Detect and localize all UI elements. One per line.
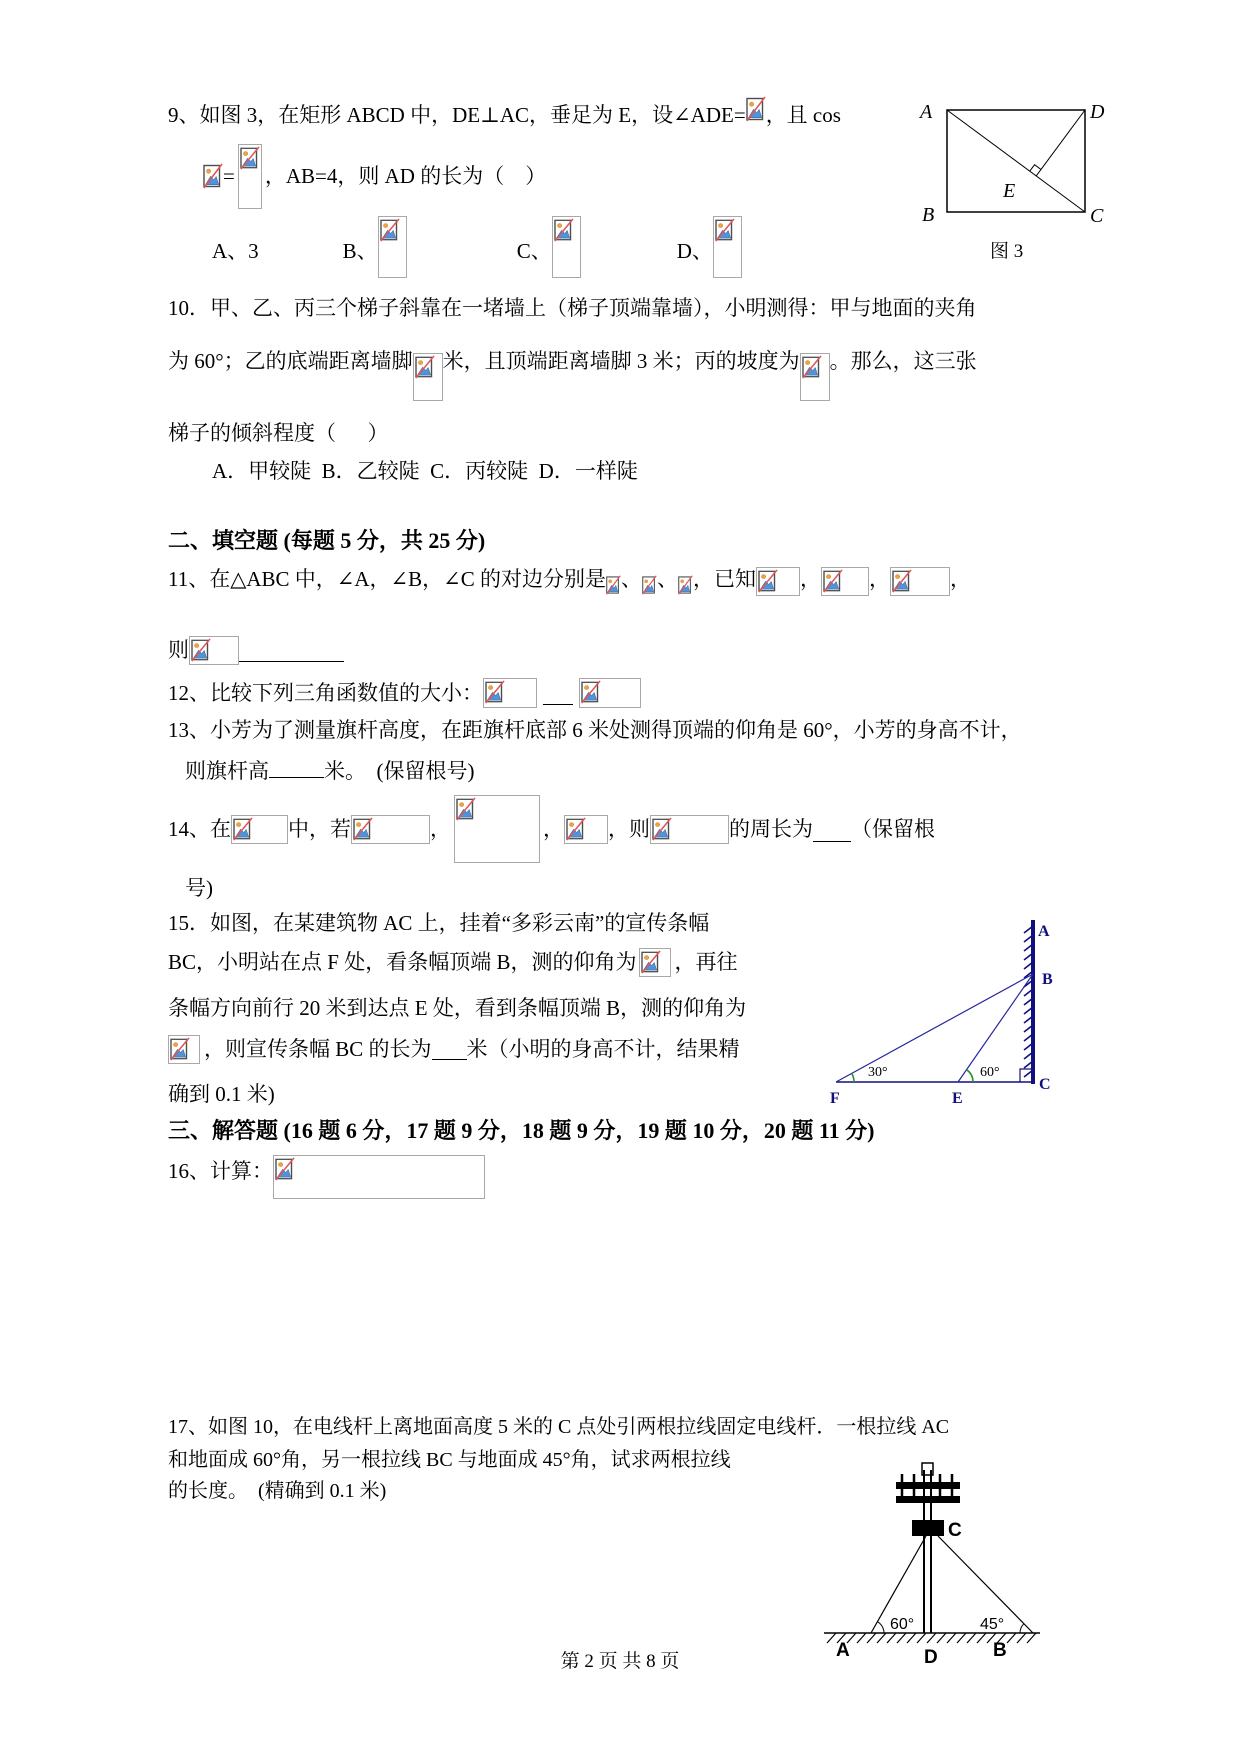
broken-image-icon (892, 569, 912, 593)
question-10-line-3: 梯子的倾斜程度（ ） (168, 421, 389, 445)
question-17-line-3: 的长度。 (精确到 0.1 米) (168, 1480, 387, 1502)
broken-image-icon (823, 569, 843, 593)
broken-image-icon (678, 575, 693, 595)
angle-arc-f (852, 1073, 854, 1082)
sightline-f-to-b (836, 974, 1033, 1082)
fig15-angle-f: 30° (868, 1065, 888, 1080)
fig15-label-c: C (1039, 1076, 1051, 1093)
option-c-label: C、 (516, 239, 552, 263)
broken-image-icon (203, 163, 223, 189)
figure-10-pole-diagram (790, 1462, 1048, 1672)
crossarm-insulators (902, 1489, 952, 1496)
broken-image-icon (233, 817, 253, 841)
broken-image-icon (652, 817, 672, 841)
segment-de (1036, 110, 1085, 176)
question-13-text-post: 米。 (保留根号) (324, 759, 475, 783)
question-15-text-mid: ，则宣传条幅 BC 的长为 (204, 1036, 432, 1061)
broken-image-placeholder (483, 678, 537, 708)
broken-image-placeholder (642, 575, 657, 595)
broken-image-placeholder (231, 815, 288, 844)
answer-blank (239, 643, 344, 662)
fig17-label-a: A (836, 1640, 850, 1661)
question-16-text: 16、计算： (168, 1159, 273, 1183)
question-14-text-mid1: 中，若 (288, 816, 351, 841)
broken-image-icon (275, 1157, 295, 1181)
broken-image-placeholder (189, 636, 239, 665)
broken-image-icon (606, 575, 621, 595)
comma: ， (430, 816, 451, 841)
broken-image-icon (191, 638, 211, 662)
angle-arc-60 (877, 1622, 884, 1633)
crossarm-bar (896, 1482, 960, 1489)
broken-image-icon (170, 1037, 190, 1061)
right-angle-mark (1030, 165, 1041, 171)
broken-image-icon (554, 218, 574, 242)
broken-image-icon (802, 355, 822, 379)
question-13-line-2 (185, 757, 475, 785)
question-9-options (212, 216, 742, 278)
option-d-label: D、 (676, 239, 713, 263)
question-12-text: 12、比较下列三角函数值的大小： (168, 680, 483, 705)
fig15-label-e: E (952, 1090, 963, 1107)
equals-sign: = (223, 163, 235, 188)
broken-image-placeholder (746, 96, 766, 122)
angle-arc-e (967, 1070, 973, 1082)
fig15-angle-e: 60° (980, 1065, 1000, 1080)
broken-image-icon (641, 950, 661, 974)
question-11-text-pre: 11、在△ABC 中，∠A，∠B，∠C 的对边分别是 (168, 567, 607, 591)
fig17-angle-45: 45° (980, 1616, 1005, 1633)
broken-image-placeholder (564, 815, 608, 844)
fig17-label-b: B (993, 1640, 1007, 1661)
question-9-text-pre: 9、如图 3，在矩形 ABCD 中，DE⊥AC，垂足为 E，设∠ADE= (168, 103, 746, 127)
broken-image-icon (581, 680, 601, 704)
fig17-label-c: C (948, 1520, 962, 1541)
broken-image-placeholder (351, 815, 430, 844)
broken-image-icon (485, 680, 505, 704)
section-2-header: 二、填空题 (每题 5 分，共 25 分) (168, 528, 486, 553)
question-9-line-2 (203, 143, 546, 209)
question-14-line-2: 号) (185, 876, 213, 900)
question-9-line-1 (168, 96, 841, 129)
figure-3-rectangle-diagram (900, 85, 1120, 270)
comma: ， (543, 816, 564, 841)
broken-image-placeholder (413, 353, 443, 401)
question-10-text-post: 。那么，这三张 (829, 349, 977, 373)
question-17-line-2: 和地面成 60°角，另一根拉线 BC 与地面成 45°角，试求两根拉线 (168, 1449, 731, 1471)
question-9-text-post: ，且 cos (765, 103, 841, 127)
broken-image-icon (415, 355, 435, 379)
broken-image-icon (240, 146, 260, 170)
question-14-text-post: 的周长为 (729, 816, 813, 841)
point-c-marker (912, 1520, 944, 1536)
broken-image-placeholder (378, 216, 407, 278)
comma: ， (800, 567, 822, 591)
comma: ， (869, 567, 891, 591)
question-11-line-1 (168, 566, 971, 596)
page-number: 第 2 页 共 8 页 (560, 1651, 680, 1672)
broken-image-icon (746, 96, 766, 122)
broken-image-placeholder (168, 1035, 200, 1064)
fig3-label-e: E (1003, 180, 1016, 202)
broken-image-icon (758, 569, 778, 593)
broken-image-placeholder (273, 1155, 485, 1199)
question-15-line-4 (168, 1034, 740, 1064)
question-10-line-2 (168, 346, 977, 400)
broken-image-placeholder (821, 567, 869, 596)
question-16-line (168, 1155, 485, 1201)
separator: 、 (657, 567, 679, 591)
fig15-label-a: A (1038, 923, 1050, 940)
broken-image-icon (456, 797, 476, 821)
question-17-line-1: 17、如图 10，在电线杆上离地面高度 5 米的 C 点处引两根拉线固定电线杆．一根拉线 AC (168, 1416, 950, 1438)
question-14-text-post2: （保留根 (851, 816, 935, 841)
broken-image-placeholder (579, 678, 641, 708)
question-15-text-post: ，再往 (674, 949, 738, 974)
question-9-line-2-text: ，AB=4，则 AD 的长为（ ） (264, 163, 547, 188)
answer-blank (543, 686, 573, 705)
diagonal-ac (947, 110, 1085, 212)
question-13-text-pre: 则旗杆高 (185, 759, 269, 783)
question-12-line (168, 677, 641, 709)
broken-image-icon (353, 817, 373, 841)
question-15-line-3: 条幅方向前行 20 米到达点 E 处，看到条幅顶端 B，测的仰角为 (168, 996, 747, 1020)
broken-image-placeholder (238, 144, 262, 209)
question-15-line-2 (168, 947, 737, 977)
broken-image-icon (380, 218, 400, 242)
question-10-options: A．甲较陡 B．乙较陡 C．丙较陡 D．一样陡 (212, 459, 638, 483)
separator: 、 (621, 567, 643, 591)
question-15-line-5: 确到 0.1 米) (168, 1082, 275, 1106)
broken-image-placeholder (203, 163, 223, 189)
question-11-line-2 (168, 634, 344, 666)
option-a-label: A、3 (212, 239, 259, 263)
broken-image-placeholder (454, 795, 540, 863)
broken-image-icon (566, 817, 586, 841)
broken-image-icon (715, 218, 735, 242)
answer-blank (269, 757, 324, 778)
question-14-text-mid2: ，则 (608, 816, 650, 841)
fig3-label-b: B (922, 204, 935, 226)
fig15-label-f: F (830, 1090, 840, 1107)
question-11-then: 则 (168, 637, 189, 662)
figure-15-banner-diagram (822, 912, 1064, 1112)
angle-arc-45 (1020, 1624, 1024, 1633)
fig15-label-b: B (1042, 971, 1053, 988)
comma: ， (950, 567, 972, 591)
question-11-text-mid: ，已知 (693, 567, 757, 591)
fig17-label-d: D (924, 1647, 938, 1668)
question-15-line-1: 15．如图，在某建筑物 AC 上，挂着“多彩云南”的宣传条幅 (168, 911, 710, 935)
answer-blank (432, 1041, 467, 1060)
broken-image-placeholder (606, 575, 621, 595)
question-13-line-1: 13、小芳为了测量旗杆高度，在距旗杆底部 6 米处测得顶端的仰角是 60°，小芳的身高不计， (168, 718, 1022, 742)
broken-image-placeholder (552, 216, 581, 278)
question-15-text-post: 米（小明的身高不计，结果精 (466, 1036, 740, 1061)
option-b-label: B、 (342, 239, 378, 263)
broken-image-placeholder (713, 216, 742, 278)
question-10-text-mid: 米，且顶端距离墙脚 3 米；丙的坡度为 (442, 349, 800, 373)
broken-image-placeholder (890, 567, 950, 596)
broken-image-placeholder (800, 353, 830, 401)
question-10-text-pre: 为 60°；乙的底端距离墙脚 (168, 349, 413, 373)
broken-image-placeholder (678, 575, 693, 595)
question-14-text-pre: 14、在 (168, 816, 231, 841)
question-10-line-1: 10．甲、乙、丙三个梯子斜靠在一堵墙上（梯子顶端靠墙），小明测得：甲与地面的夹角 (168, 296, 977, 320)
broken-image-placeholder (650, 815, 729, 844)
question-15-text-pre: BC，小明站在点 F 处，看条幅顶端 B，测的仰角为 (168, 949, 637, 974)
crossarm-bar (896, 1496, 960, 1503)
broken-image-placeholder (756, 567, 800, 596)
fig3-caption: 图 3 (990, 241, 1024, 262)
answer-blank (813, 823, 851, 842)
fig3-label-a: A (920, 101, 933, 123)
fig17-angle-60: 60° (890, 1616, 915, 1633)
fig3-label-c: C (1090, 205, 1104, 227)
fig3-label-d: D (1090, 101, 1105, 123)
broken-image-placeholder (639, 948, 671, 977)
question-14-line-1 (168, 794, 935, 864)
broken-image-icon (642, 575, 657, 595)
section-3-header: 三、解答题 (16 题 6 分，17 题 9 分，18 题 9 分，19 题 10 分，20 题 11 分) (168, 1118, 875, 1143)
